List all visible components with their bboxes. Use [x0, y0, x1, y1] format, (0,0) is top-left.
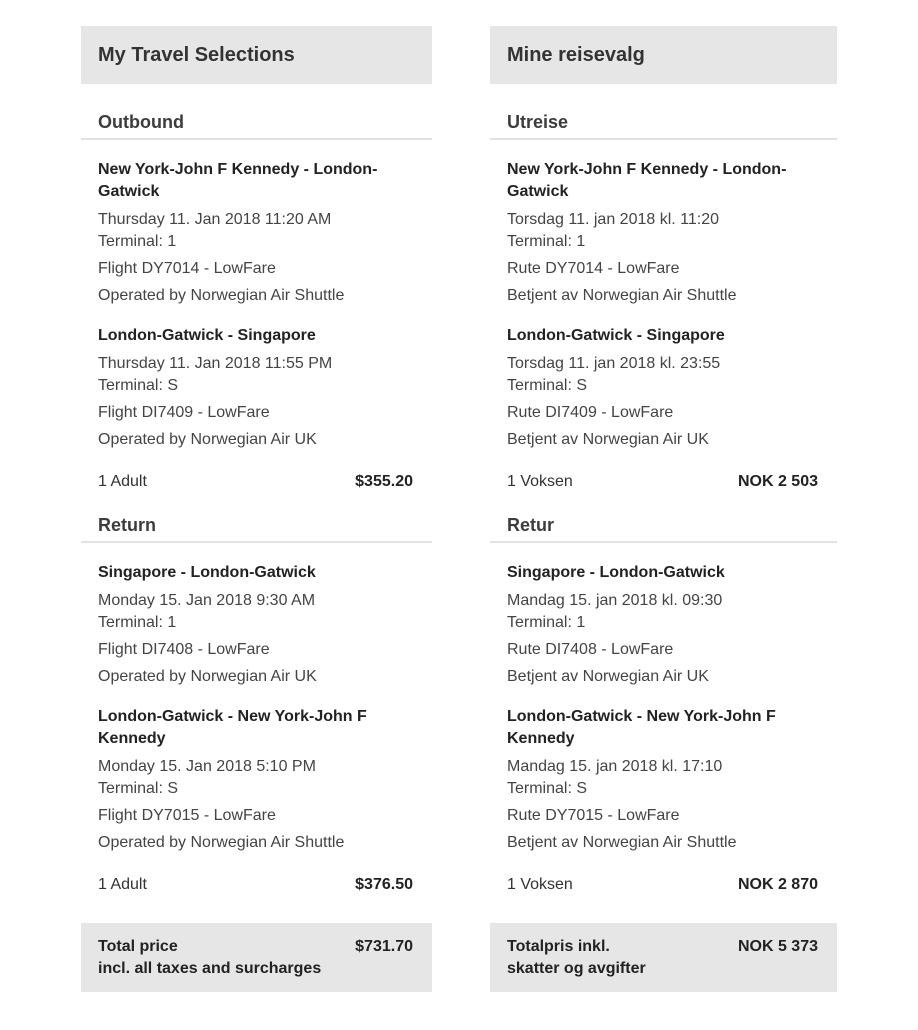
segment-terminal: Terminal: S [507, 780, 588, 797]
passenger-label: 1 Voksen [507, 473, 573, 490]
segment-terminal: Terminal: S [507, 377, 588, 394]
travel-selections-panel-no [490, 26, 837, 977]
segment-operator: Operated by Norwegian Air UK [98, 431, 317, 448]
segment-flight: Rute DY7015 - LowFare [507, 807, 680, 824]
segment-route: New York-John F Kennedy - London-Gatwick [98, 161, 378, 200]
passenger-label: 1 Adult [98, 876, 147, 893]
segment-flight: Flight DI7409 - LowFare [98, 404, 270, 421]
segment-datetime: Monday 15. Jan 2018 5:10 PM [98, 758, 316, 775]
segment-flight: Flight DY7014 - LowFare [98, 260, 276, 277]
segment-route: Singapore - London-Gatwick [507, 564, 725, 581]
outbound-segments [490, 159, 837, 451]
passenger-price: $355.20 [355, 473, 413, 490]
segment-operator: Betjent av Norwegian Air Shuttle [507, 834, 737, 851]
segment-operator: Betjent av Norwegian Air Shuttle [507, 287, 737, 304]
flight-segment [507, 325, 820, 451]
total-price-value: NOK 5 373 [737, 938, 818, 955]
segment-datetime: Torsdag 11. jan 2018 kl. 11:20 [507, 211, 719, 228]
segment-flight: Flight DI7408 - LowFare [98, 641, 270, 658]
segment-datetime: Torsdag 11. jan 2018 kl. 23:55 [507, 355, 721, 372]
outbound-passenger-row [490, 471, 837, 493]
return-passenger-row [81, 874, 432, 896]
return-section-title: Retur [490, 515, 837, 543]
passenger-label: 1 Voksen [507, 876, 573, 893]
flight-segment [507, 706, 820, 854]
total-price-label: Total price incl. all taxes and surcharges [98, 938, 322, 977]
segment-datetime: Thursday 11. Jan 2018 11:55 PM [98, 355, 333, 372]
outbound-segments [81, 159, 432, 451]
segment-operator: Operated by Norwegian Air Shuttle [98, 287, 345, 304]
segment-datetime: Mandag 15. jan 2018 kl. 09:30 [507, 592, 723, 609]
flight-segment [98, 562, 415, 688]
segment-route: London-Gatwick - New York-John F Kennedy [507, 708, 776, 747]
segment-flight: Rute DY7014 - LowFare [507, 260, 680, 277]
passenger-price: NOK 2 870 [737, 876, 818, 893]
flight-segment [507, 562, 820, 688]
panel-title: My Travel Selections [81, 26, 432, 84]
flight-segment [507, 159, 820, 307]
total-price-box [490, 923, 837, 992]
return-segments [490, 562, 837, 854]
segment-terminal: Terminal: 1 [98, 614, 177, 631]
return-passenger-row [490, 874, 837, 896]
return-segments [81, 562, 432, 854]
segment-terminal: Terminal: S [98, 780, 179, 797]
segment-terminal: Terminal: 1 [507, 614, 586, 631]
total-price-label: Totalpris inkl. skatter og avgifter [507, 938, 646, 977]
passenger-price: $376.50 [355, 876, 413, 893]
segment-datetime: Thursday 11. Jan 2018 11:20 AM [98, 211, 332, 228]
segment-operator: Operated by Norwegian Air Shuttle [98, 834, 345, 851]
passenger-label: 1 Adult [98, 473, 147, 490]
total-price-value: $731.70 [355, 938, 413, 955]
segment-terminal: Terminal: 1 [98, 233, 177, 250]
passenger-price: NOK 2 503 [737, 473, 818, 490]
segment-terminal: Terminal: S [98, 377, 179, 394]
segment-flight: Rute DI7408 - LowFare [507, 641, 674, 658]
flight-segment [98, 706, 415, 854]
segment-route: London-Gatwick - Singapore [507, 327, 725, 344]
outbound-section-title: Outbound [81, 112, 432, 140]
segment-route: London-Gatwick - New York-John F Kennedy [98, 708, 367, 747]
segment-route: London-Gatwick - Singapore [98, 327, 316, 344]
segment-datetime: Monday 15. Jan 2018 9:30 AM [98, 592, 316, 609]
segment-route: New York-John F Kennedy - London-Gatwick [507, 161, 787, 200]
total-price-box [81, 923, 432, 992]
outbound-passenger-row [81, 471, 432, 493]
segment-operator: Operated by Norwegian Air UK [98, 668, 317, 685]
segment-operator: Betjent av Norwegian Air UK [507, 431, 709, 448]
segment-route: Singapore - London-Gatwick [98, 564, 316, 581]
flight-segment [98, 159, 415, 307]
panel-title: Mine reisevalg [490, 26, 837, 84]
segment-flight: Flight DY7015 - LowFare [98, 807, 276, 824]
outbound-section-title: Utreise [490, 112, 837, 140]
flight-segment [98, 325, 415, 451]
segment-operator: Betjent av Norwegian Air UK [507, 668, 709, 685]
segment-terminal: Terminal: 1 [507, 233, 586, 250]
segment-datetime: Mandag 15. jan 2018 kl. 17:10 [507, 758, 723, 775]
return-section-title: Return [81, 515, 432, 543]
segment-flight: Rute DI7409 - LowFare [507, 404, 674, 421]
travel-selections-panel-en [81, 26, 432, 977]
